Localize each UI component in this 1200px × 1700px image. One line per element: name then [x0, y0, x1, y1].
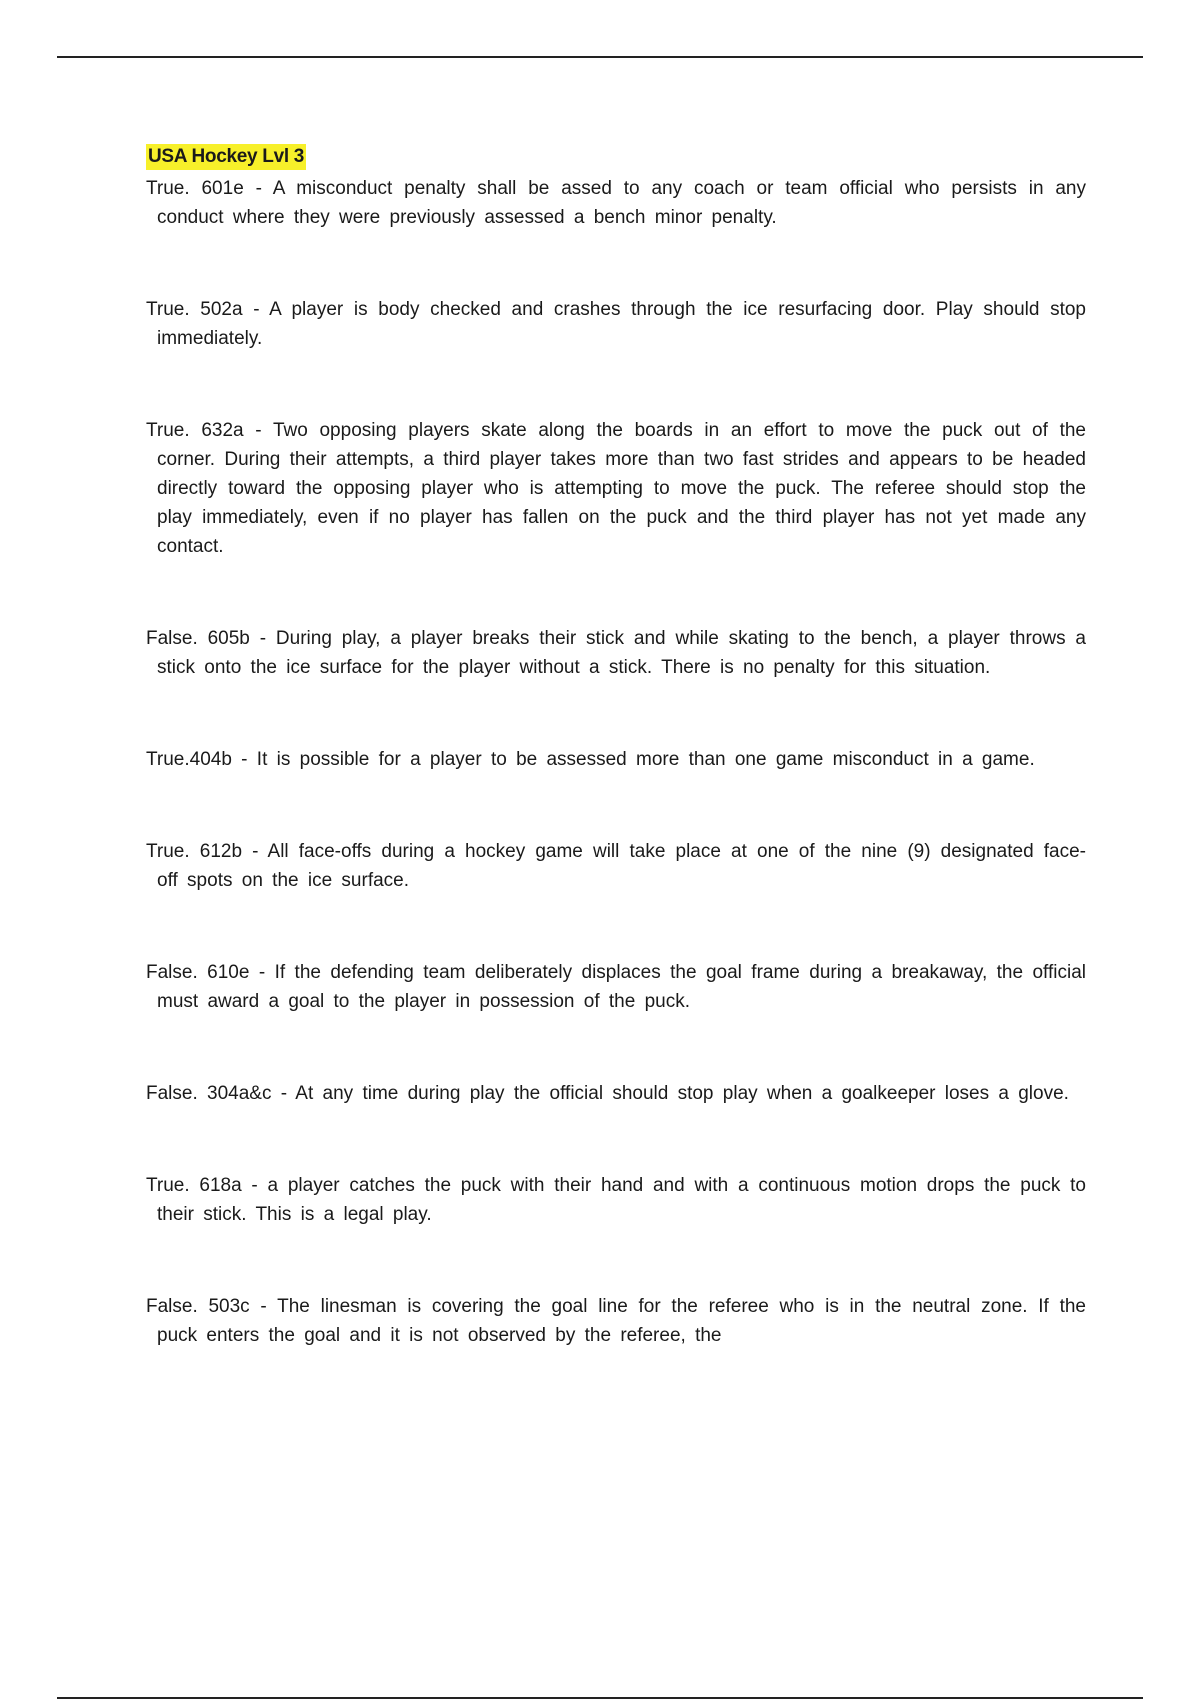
answer-entry: True. 618a - a player catches the puck with their hand and with a continuous motion drops the puck to their stick. This is a legal play. — [146, 1175, 1086, 1225]
footer-rule — [57, 1697, 1143, 1699]
answer-list — [146, 174, 1086, 1350]
answer-entry: False. 610e - If the defending team deliberately displaces the goal frame during a breakaway, the official must award a goal to the player in possession of the puck. — [146, 962, 1086, 1012]
header-rule — [57, 56, 1143, 58]
answer-entry: True. 601e - A misconduct penalty shall be assed to any coach or team official who persists in any conduct where they were previously assessed a bench minor penalty. — [146, 178, 1086, 228]
answer-entry: True. 612b - All face-offs during a hockey game will take place at one of the nine (9) designated face-off spots on the ice surface. — [146, 841, 1086, 891]
document-body — [146, 144, 1086, 1350]
document-title: USA Hockey Lvl 3 — [146, 144, 306, 170]
answer-entry: False. 605b - During play, a player breaks their stick and while skating to the bench, a player throws a stick onto the ice surface for the player without a stick. There is no penalty for this situation. — [146, 628, 1086, 678]
answer-entry: False. 503c - The linesman is covering the goal line for the referee who is in the neutral zone. If the puck enters the goal and it is not observed by the referee, the — [146, 1296, 1086, 1346]
answer-entry: True. 632a - Two opposing players skate along the boards in an effort to move the puck out of the corner. During their attempts, a third player takes more than two fast strides and appears to be headed directly toward the opposing player who is attempting to move the puck. The referee should stop the play immediately, even if no player has fallen on the puck and the third player has not yet made any contact. — [146, 420, 1086, 557]
answer-entry: True.404b - It is possible for a player to be assessed more than one game misconduct in a game. — [146, 749, 1035, 770]
answer-entry: False. 304a&c - At any time during play the official should stop play when a goalkeeper loses a glove. — [146, 1083, 1069, 1104]
answer-entry: True. 502a - A player is body checked and crashes through the ice resurfacing door. Play should stop immediately. — [146, 299, 1086, 349]
